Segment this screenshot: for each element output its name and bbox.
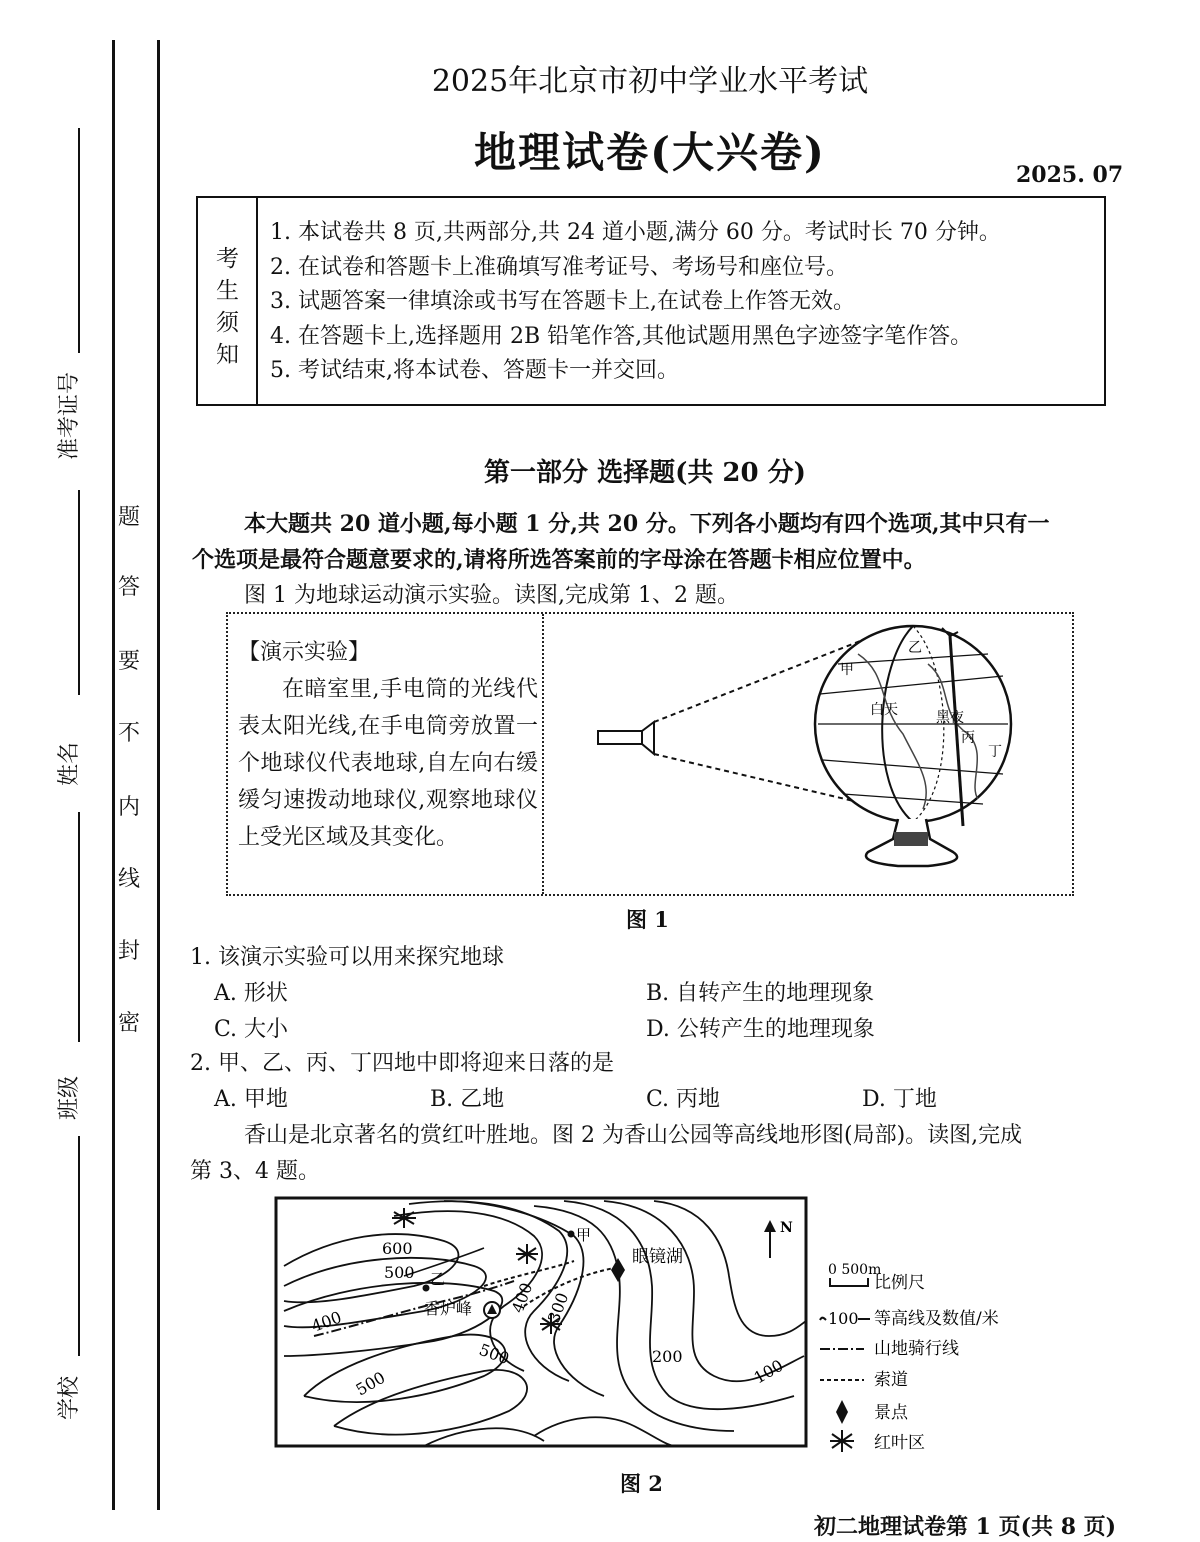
binding-line-outer xyxy=(112,40,115,1510)
contour-value: 500 xyxy=(384,1263,415,1282)
notice-heading-char: 考 xyxy=(216,246,239,272)
figure1-intro: 图 1 为地球运动演示实验。读图,完成第 1、2 题。 xyxy=(244,583,739,608)
contour-value: 400 xyxy=(507,1280,537,1316)
legend-spot-icon xyxy=(836,1400,848,1424)
contour-value: 300 xyxy=(543,1290,573,1326)
notice-list xyxy=(270,216,1001,389)
globe-label-night: 黑夜 xyxy=(936,710,964,726)
question-2-option-b: B. 乙地 xyxy=(430,1087,505,1112)
legend-contour-sample: 100 xyxy=(828,1309,859,1328)
figure2-intro-line: 第 3、4 题。 xyxy=(190,1159,320,1184)
figure1-divider xyxy=(542,614,544,894)
question-1-stem: 1. 该演示实验可以用来探究地球 xyxy=(190,945,504,970)
contour-value: 500 xyxy=(476,1339,512,1369)
globe-illustration xyxy=(558,614,1070,894)
page-footer: 初二地理试卷第 1 页(共 8 页) xyxy=(814,1514,1117,1540)
place-label-lake: 眼镜湖 xyxy=(632,1247,683,1267)
seal-char: 要 xyxy=(117,649,140,674)
question-1-option-a: A. 形状 xyxy=(214,981,288,1006)
legend-trail: 山地骑行线 xyxy=(874,1339,959,1359)
seal-char: 线 xyxy=(117,867,140,892)
exam-number-label: 准考证号 xyxy=(57,371,82,460)
contour-value: 400 xyxy=(308,1307,345,1336)
contour-value: 600 xyxy=(382,1239,413,1258)
name-underline xyxy=(78,490,80,695)
flashlight-icon xyxy=(598,722,654,754)
binding-line-inner xyxy=(157,40,160,1510)
figure1-box xyxy=(226,612,1074,896)
question-2-stem: 2. 甲、乙、丙、丁四地中即将迎来日落的是 xyxy=(190,1051,614,1076)
legend-red-leaf: 红叶区 xyxy=(874,1433,925,1453)
yi-point-icon xyxy=(423,1285,430,1292)
figure1-caption: 图 1 xyxy=(626,907,669,932)
globe-label-day: 白天 xyxy=(870,702,898,718)
figure2-intro-line: 香山是北京著名的赏红叶胜地。图 2 为香山公园等高线地形图(局部)。读图,完成 xyxy=(244,1123,1023,1148)
class-underline xyxy=(78,812,80,1042)
seal-char: 答 xyxy=(117,575,140,600)
legend-scale: 比例尺 xyxy=(874,1273,925,1293)
place-label-jia: 甲 xyxy=(576,1226,592,1244)
notice-item: 4. 在答题卡上,选择题用 2B 铅笔作答,其他试题用黑色字迹签字笔作答。 xyxy=(270,323,973,349)
legend-contour: 等高线及数值/米 xyxy=(874,1309,999,1329)
globe-label-bing: 丙 xyxy=(961,730,975,746)
notice-heading-char: 须 xyxy=(216,310,239,336)
legend-spot: 景点 xyxy=(874,1403,908,1423)
part-intro-line: 本大题共 20 道小题,每小题 1 分,共 20 分。下列各小题均有四个选项,其中只有一 xyxy=(244,511,1050,537)
notice-item: 1. 本试卷共 8 页,共两部分,共 24 道小题,满分 60 分。考试时长 70 分钟。 xyxy=(270,220,1001,245)
question-2-option-a: A. 甲地 xyxy=(214,1087,288,1112)
globe-label-ding: 丁 xyxy=(988,744,1002,760)
question-2-option-c: C. 丙地 xyxy=(646,1087,721,1112)
notice-heading xyxy=(198,198,258,404)
seal-char: 内 xyxy=(117,795,140,820)
seal-char: 密 xyxy=(117,1011,140,1036)
notice-item: 3. 试题答案一律填涂或书写在答题卡上,在试卷上作答无效。 xyxy=(270,289,855,314)
question-1-option-d: D. 公转产生的地理现象 xyxy=(646,1017,875,1042)
contour-value: 500 xyxy=(352,1367,389,1400)
notice-item: 5. 考试结束,将本试卷、答题卡一并交回。 xyxy=(270,358,679,383)
globe-label-yi: 乙 xyxy=(908,640,922,656)
north-label: N xyxy=(780,1220,793,1236)
part-intro-line: 个选项是最符合题意要求的,请将所选答案前的字母涂在答题卡相应位置中。 xyxy=(192,547,926,573)
seal-char: 封 xyxy=(117,939,140,964)
question-2-option-d: D. 丁地 xyxy=(862,1087,937,1112)
experiment-heading: 【演示实验】 xyxy=(238,640,371,665)
scale-value: 0 500m xyxy=(828,1262,882,1278)
notice-item: 2. 在试卷和答题卡上准确填写准考证号、考场号和座位号。 xyxy=(270,254,848,280)
seal-char: 不 xyxy=(117,721,140,746)
notice-box xyxy=(196,196,1106,406)
name-label: 姓名 xyxy=(57,741,82,786)
notice-heading-char: 知 xyxy=(216,342,239,368)
legend-cableway: 索道 xyxy=(874,1370,908,1390)
place-label-peak: 香炉峰 xyxy=(424,1299,473,1318)
exam-date: 2025. 07 xyxy=(1016,162,1124,188)
contour-map xyxy=(274,1196,814,1452)
paper-title: 地理试卷(大兴卷) xyxy=(474,128,826,177)
section-title: 第一部分 选择题(共 20 分) xyxy=(484,458,806,488)
contour-value: 100 xyxy=(750,1355,787,1388)
seal-char: 题 xyxy=(117,505,140,530)
school-underline xyxy=(78,1136,80,1356)
contour-value: 200 xyxy=(652,1347,683,1366)
class-label: 班级 xyxy=(57,1075,82,1120)
exam-title: 2025年北京市初中学业水平考试 xyxy=(431,64,869,99)
notice-heading-char: 生 xyxy=(216,278,239,304)
experiment-description: 在暗室里,手电筒的光线代表太阳光线,在手电筒旁放置一个地球仪代表地球,自左向右缓缓匀速拨动地球仪,观察地球仪上受光区域及其变化。 xyxy=(238,677,538,850)
experiment-text xyxy=(238,634,538,856)
figure2-caption: 图 2 xyxy=(620,1471,663,1496)
question-1-option-c: C. 大小 xyxy=(214,1017,289,1042)
map-legend xyxy=(816,1256,1046,1456)
legend-red-leaf-icon xyxy=(830,1430,854,1452)
question-1-option-b: B. 自转产生的地理现象 xyxy=(646,981,875,1006)
globe-label-jia: 甲 xyxy=(840,662,854,678)
scale-bar xyxy=(830,1278,868,1286)
place-label-yi: 乙 xyxy=(430,1270,446,1288)
school-label: 学校 xyxy=(57,1375,82,1420)
jia-point-icon xyxy=(568,1231,575,1238)
